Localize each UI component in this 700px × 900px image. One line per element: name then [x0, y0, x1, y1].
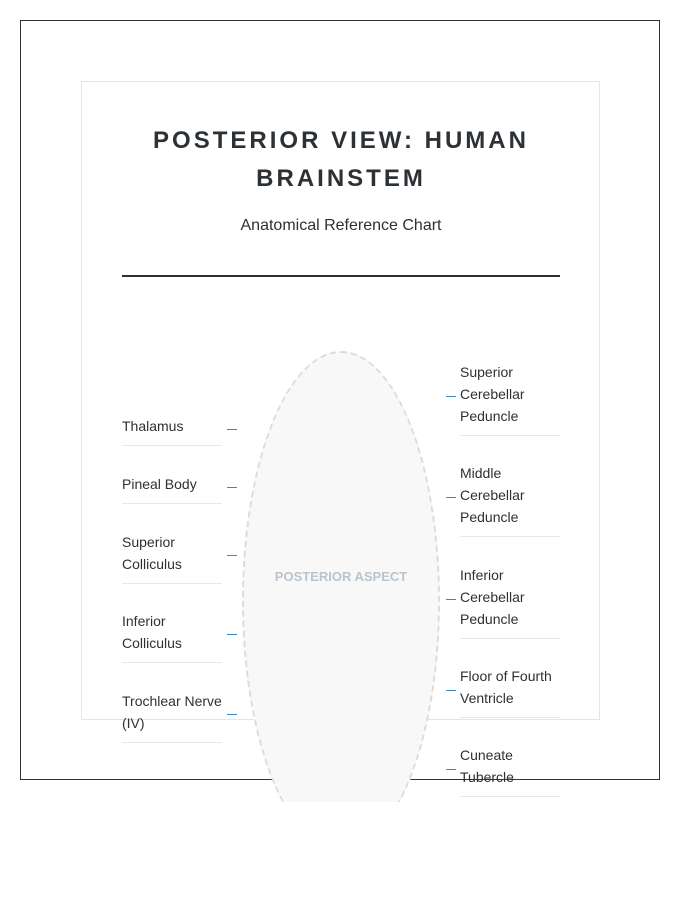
page-title: POSTERIOR VIEW: HUMAN BRAINSTEM: [153, 127, 529, 192]
label-pineal-body: Pineal Body: [122, 473, 222, 504]
label-superior-cerebellar-peduncle: Superior Cerebellar Peduncle: [460, 361, 560, 436]
posterior-aspect-label: POSTERIOR ASPECT: [274, 569, 408, 584]
label-connector: [227, 714, 237, 715]
label-connector: [227, 487, 237, 488]
label-connector: [227, 429, 237, 430]
label-superior-colliculus: Superior Colliculus: [122, 531, 222, 584]
label-cuneate-tubercle: Cuneate Tubercle: [460, 744, 560, 797]
label-connector: [446, 690, 456, 691]
label-connector: [227, 555, 237, 556]
page-subtitle: Anatomical Reference Chart: [240, 217, 442, 234]
label-trochlear-nerve: Trochlear Nerve (IV): [122, 690, 222, 743]
label-thalamus: Thalamus: [122, 415, 222, 446]
label-inferior-colliculus: Inferior Colliculus: [122, 610, 222, 663]
label-middle-cerebellar-peduncle: Middle Cerebellar Peduncle: [460, 462, 560, 537]
label-connector: [446, 497, 456, 498]
label-connector: [227, 634, 237, 635]
label-floor-fourth-ventricle: Floor of Fourth Ventricle: [460, 665, 560, 718]
label-inferior-cerebellar-peduncle: Inferior Cerebellar Peduncle: [460, 564, 560, 639]
label-connector: [446, 769, 456, 770]
label-connector: [446, 599, 456, 600]
label-connector: [446, 396, 456, 397]
